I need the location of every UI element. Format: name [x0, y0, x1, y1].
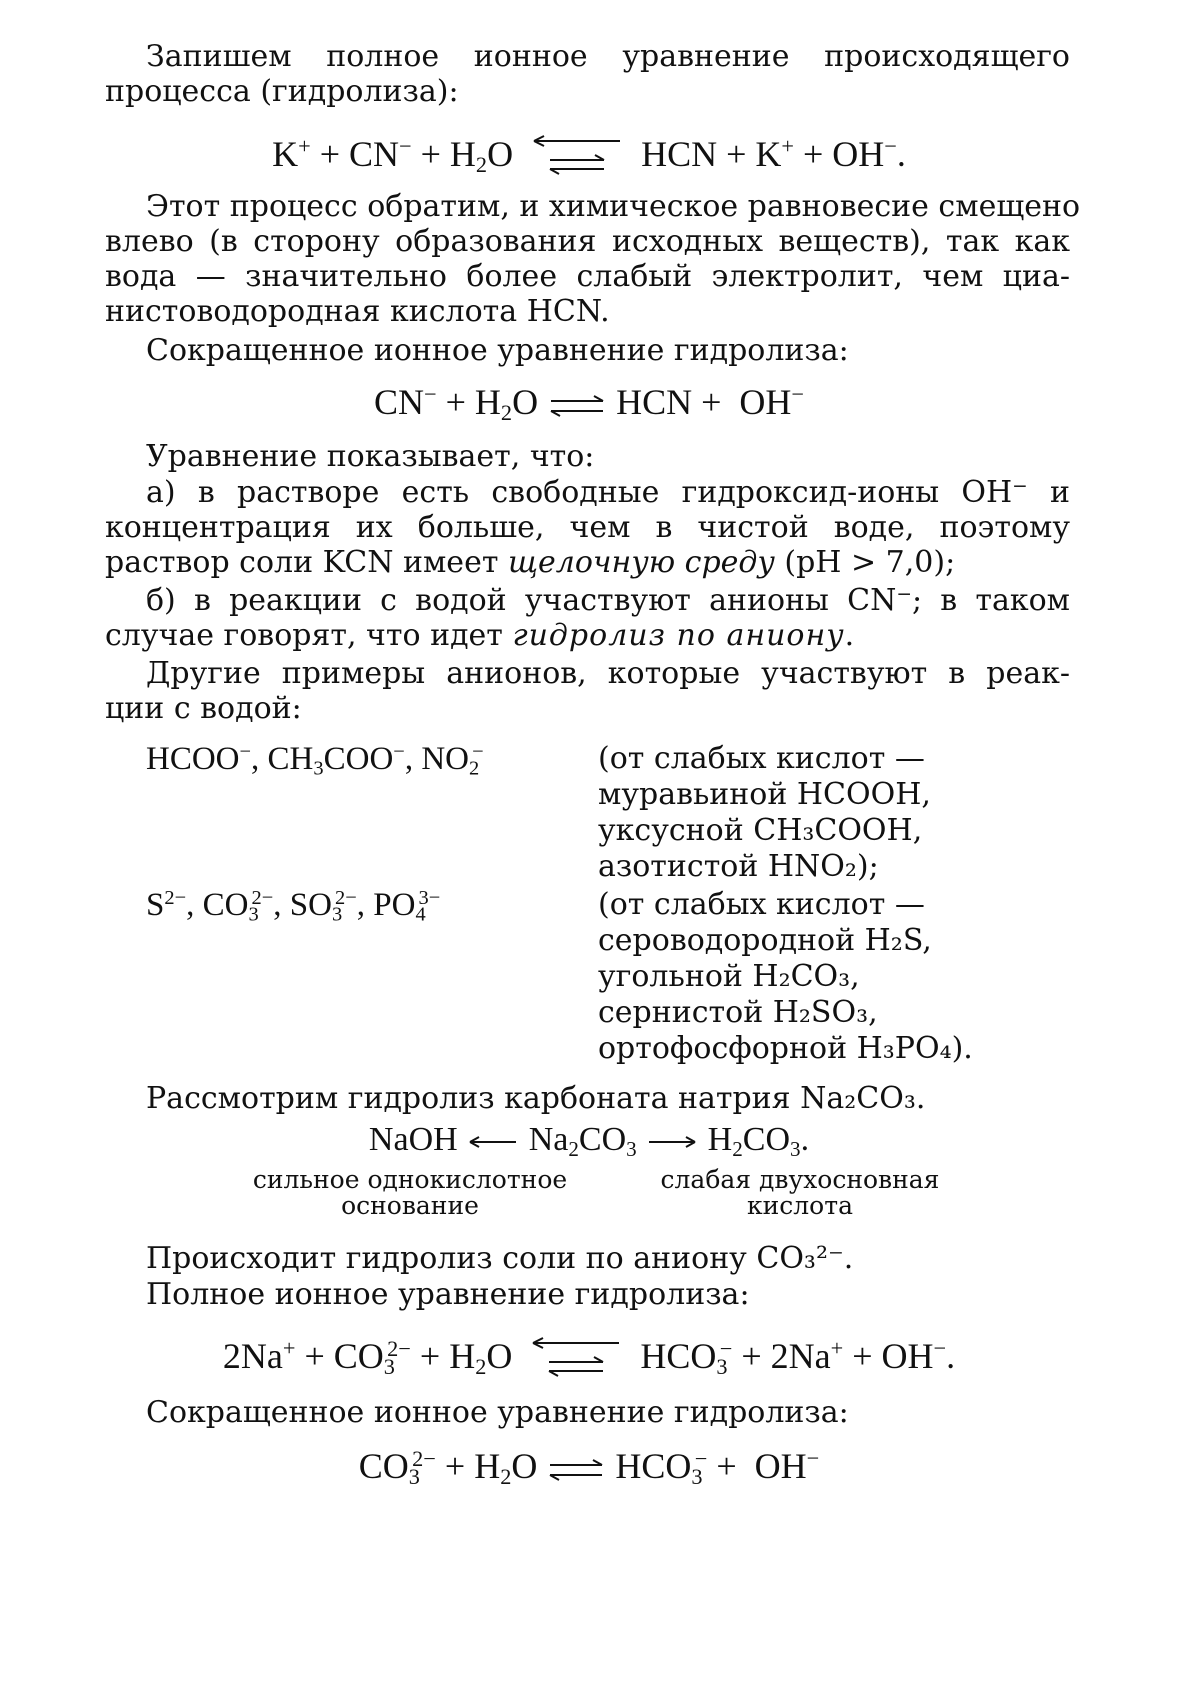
paragraph-line: Этот процесс обратим, и химическое равновесие смещено	[146, 189, 1081, 224]
text-run: (pH > 7,0);	[774, 545, 956, 580]
paragraph-line: Полное ионное уравнение гидролиза:	[146, 1277, 750, 1312]
paragraph-line: Сокращенное ионное уравнение гидролиза:	[146, 333, 849, 368]
paragraph-line: Запишем полное ионное уравнение происходящего	[146, 39, 1070, 74]
paragraph-line: Происходит гидролиз соли по аниону CO₃²⁻.	[146, 1241, 854, 1276]
equilibrium-arrow-icon	[522, 135, 632, 181]
text-run: .	[844, 618, 855, 653]
paragraph-line: Рассмотрим гидролиз карбоната натрия Na₂CO₃.	[146, 1081, 926, 1116]
list-item-a-line: концентрация их больше, чем в чистой воде, поэтому	[105, 510, 1070, 545]
note-line: угольной H₂CO₃,	[598, 959, 860, 994]
paragraph-line: нистоводородная кислота HCN.	[105, 294, 610, 329]
paragraph-line: влево (в сторону образования исходных веществ), так как	[105, 224, 1070, 259]
arrow-right-icon	[645, 1132, 699, 1152]
note-line: ортофосфорной H₃PO₄).	[598, 1031, 973, 1066]
emphasis-text: гидролиз по аниону	[512, 618, 845, 653]
acid-label: слабая двухосновная	[660, 1165, 940, 1194]
arrow-left-icon	[466, 1132, 520, 1152]
text-run: б) в реакции с водой участвуют анионы CN	[146, 583, 897, 618]
equation-short-ionic-co3: $CO_3^{2-} + H_2O$ $HCO_3^- + OH^-$	[358, 1445, 820, 1490]
list-item-a-line	[105, 544, 1070, 582]
paragraph-line: процесса (гидролиза):	[105, 74, 459, 109]
text-run: случае говорят, что идет	[105, 618, 513, 653]
equilibrium-arrow-icon	[547, 393, 607, 419]
emphasis-text: щелочную среду	[507, 545, 775, 580]
equilibrium-arrow-icon	[521, 1337, 631, 1383]
paragraph-line: ции с водой:	[105, 691, 302, 726]
note-line: сернистой H₂SO₃,	[598, 995, 878, 1030]
text-run: и	[1027, 475, 1070, 510]
equation-short-ionic-cn: $CN^- + H_2O$ HCN + OH−	[374, 381, 804, 426]
acid-label: кислота	[747, 1191, 853, 1220]
note-line: сероводородной H₂S,	[598, 923, 932, 958]
paragraph-line: Уравнение показывает, что:	[146, 439, 595, 474]
text-run: ; в таком	[911, 583, 1071, 618]
equation-salt-origin: NaOH $Na_2CO_3$ $H_2CO_3$.	[368, 1121, 810, 1161]
note-line: (от слабых кислот —	[598, 887, 925, 922]
equilibrium-arrow-icon	[546, 1457, 606, 1483]
list-item-a-line: а) в растворе есть свободные гидроксид-ионы OH− и	[146, 475, 1070, 510]
note-line: азотистой HNO₂);	[598, 849, 879, 884]
equation-full-ionic-na2co3: $2Na^+ + CO_3^{2-} + H_2O$ $HCO_3^- + 2Na^+ + OH^-$.	[0, 1334, 1178, 1383]
base-label: основание	[341, 1191, 479, 1220]
note-line: муравьиной HCOOH,	[598, 777, 931, 812]
text-run: раствор соли KCN имеет	[105, 545, 508, 580]
list-item-b-line: б) в реакции с водой участвуют анионы CN−; в таком	[146, 583, 1071, 618]
paragraph-line: Другие примеры анионов, которые участвуют в реак-	[146, 656, 1070, 691]
note-line: уксусной CH₃COOH,	[598, 813, 923, 848]
text-run: а) в растворе есть свободные гидроксид-ионы OH	[146, 475, 1013, 510]
list-item-b-line	[105, 617, 1070, 655]
anion-group-2: $S^{2-}$, $CO_3^{2-}$, $SO_3^{2-}$, $PO_4^{3-}$	[146, 886, 441, 926]
equation-full-ionic-kcn: $K^+ + CN^- + H_2O$ HCN + K+ + OH−.	[0, 132, 1178, 181]
base-label: сильное однокислотное	[252, 1165, 568, 1194]
paragraph-line: вода — значительно более слабый электролит, чем циа-	[105, 259, 1070, 294]
anion-group-1: HCOO−, $CH_3COO^-$, $NO_2^-$	[146, 740, 484, 780]
paragraph-line: Сокращенное ионное уравнение гидролиза:	[146, 1395, 849, 1430]
note-line: (от слабых кислот —	[598, 741, 925, 776]
